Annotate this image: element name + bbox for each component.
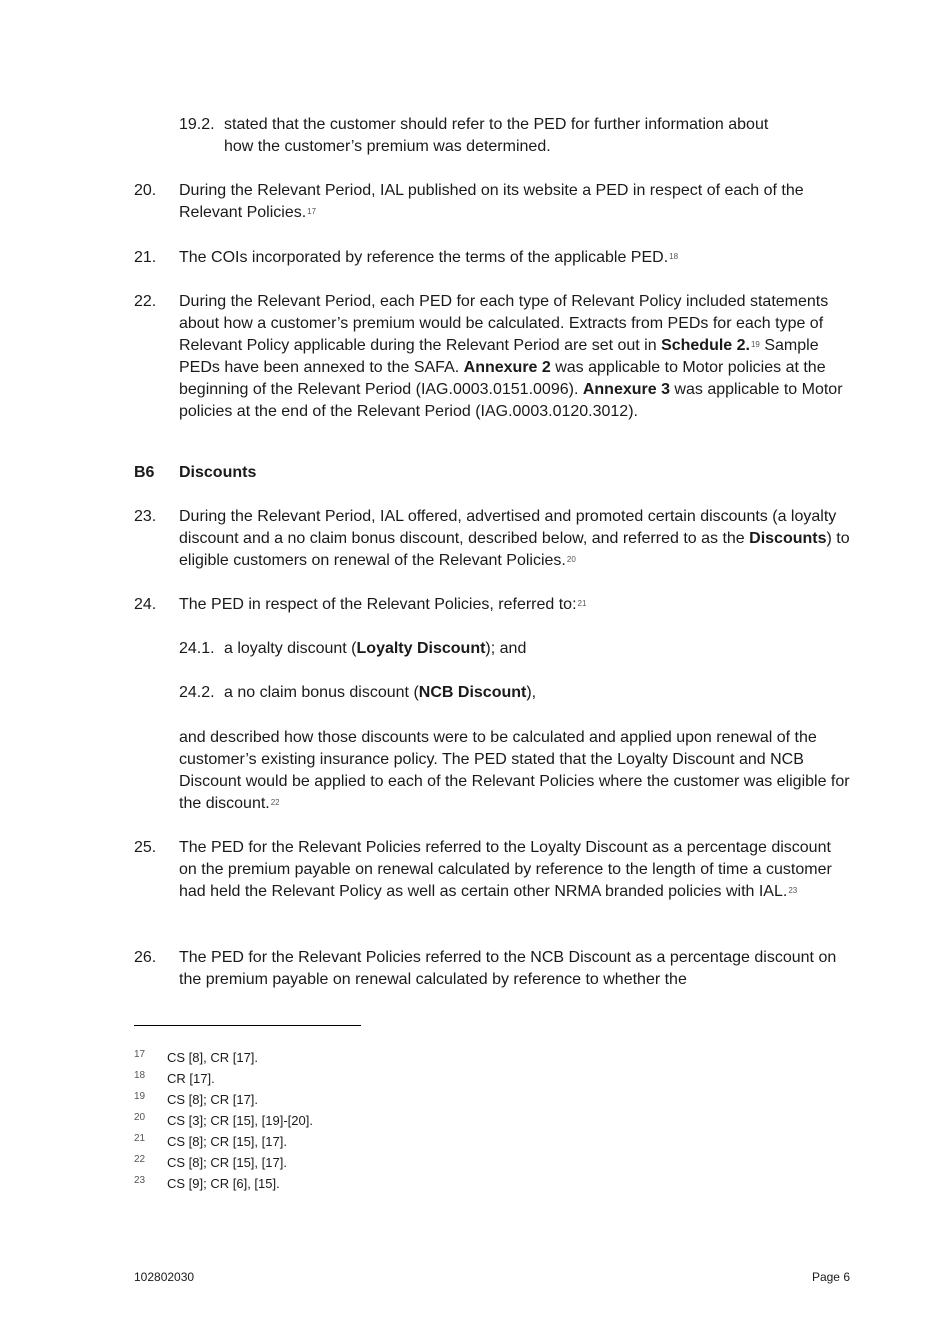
para-24-continuation <box>179 727 851 815</box>
para-25-text <box>179 837 843 903</box>
para-26-number: 26. <box>134 949 157 966</box>
para-22-body-d: was applicable to Motor policies at the end of the Relevant Period (IAG.0003.0120.3012). <box>179 381 843 420</box>
para-22-body-c: was applicable to Motor policies at the beginning of the Relevant Period (IAG.0003.0151.0096). <box>179 359 826 398</box>
footnote-text: CS [8]; CR [15], [17]. <box>167 1134 287 1149</box>
footnote-separator <box>134 1025 361 1026</box>
para-21-number: 21. <box>134 249 157 266</box>
ncb-discount-term: NCB Discount <box>418 684 527 701</box>
para-23-body-a: During the Relevant Period, IAL offered, advertised and promoted certain discounts (a loyalty discount and a no claim bonus discount, described below, and referred to as the <box>179 508 837 547</box>
footnote-number: 22 <box>134 1154 146 1165</box>
page-number: Page 6 <box>811 1270 850 1284</box>
para-22-body-a: During the Relevant Period, each PED for each type of Relevant Policy included statements about how a customer’s premium would be calculated. Extracts from PEDs for each type of Relevant Policy applicable during the Relevant Period are set out in <box>179 293 829 354</box>
footnote-ref-19[interactable]: 19 <box>750 340 760 349</box>
para-22-text <box>179 291 851 423</box>
section-b6-number: B6 <box>134 464 155 481</box>
footnote-text: CS [8], CR [17]. <box>167 1050 259 1065</box>
para-23-text <box>179 506 855 572</box>
footnote-text: CS [8]; CR [15], [17]. <box>167 1155 287 1170</box>
section-b6-title: Discounts <box>179 464 257 481</box>
para-24-cont-body: and described how those discounts were to be calculated and applied upon renewal of the customer’s existing insurance policy. The PED stated that the Loyalty Discount and NCB Discount would be applied to each of the Relevant Policies where the customer was eligible for the discount. <box>179 729 850 812</box>
para-24-2-body-b: ), <box>526 684 537 701</box>
footnote-ref-18[interactable]: 18 <box>669 252 679 261</box>
para-24-1-number: 24.1. <box>179 640 215 657</box>
para-19-2-text <box>224 114 844 158</box>
footnote-text: CR [17]. <box>167 1071 215 1086</box>
para-19-2-number: 19.2. <box>179 116 215 133</box>
para-22-body-b: Sample PEDs have been annexed to the SAFA. <box>179 337 819 376</box>
footnote-ref-22[interactable]: 22 <box>270 798 280 807</box>
para-24-2-body-a: a no claim bonus discount ( <box>224 684 419 701</box>
para-26-body: The PED for the Relevant Policies referred to the NCB Discount as a percentage discount on the premium payable on renewal calculated by reference to whether the <box>179 949 837 988</box>
para-21-text <box>179 247 859 269</box>
footnote-text: CS [3]; CR [15], [19]-[20]. <box>167 1113 313 1128</box>
para-26-text <box>179 947 843 991</box>
para-24-2-number: 24.2. <box>179 684 215 701</box>
footnote-text: CS [8]; CR [17]. <box>167 1092 259 1107</box>
para-23-body-b: ) to eligible customers on renewal of the Relevant Policies. <box>179 530 850 569</box>
footnote-text: CS [9]; CR [6], [15]. <box>167 1176 280 1191</box>
para-23-number: 23. <box>134 508 157 525</box>
document-id: 102802030 <box>134 1270 195 1284</box>
footnote-ref-21[interactable]: 21 <box>577 599 587 608</box>
footnote-number: 19 <box>134 1091 146 1102</box>
para-20-text <box>179 180 839 224</box>
footnote-ref-20[interactable]: 20 <box>566 555 576 564</box>
para-25-body: The PED for the Relevant Policies referred to the Loyalty Discount as a percentage discount on the premium payable on renewal calculated by reference to the length of time a customer had held the Relevant Policy as well as certain other NRMA branded policies with IAL. <box>179 839 832 900</box>
discounts-term: Discounts <box>749 530 827 547</box>
schedule-2-ref: Schedule 2. <box>661 337 750 354</box>
para-24-1-body-a: a loyalty discount ( <box>224 640 357 657</box>
para-24-2-text <box>224 682 844 704</box>
para-22-number: 22. <box>134 293 157 310</box>
para-24-body: The PED in respect of the Relevant Policies, referred to: <box>179 596 577 613</box>
footnote-number: 21 <box>134 1133 146 1144</box>
para-21-body: The COIs incorporated by reference the terms of the applicable PED. <box>179 249 669 266</box>
footnote-ref-23[interactable]: 23 <box>788 886 798 895</box>
annexure-2-ref: Annexure 2 <box>463 359 551 376</box>
loyalty-discount-term: Loyalty Discount <box>356 640 486 657</box>
footnote-number: 17 <box>134 1049 146 1060</box>
para-20-number: 20. <box>134 182 157 199</box>
para-19-2-line1: stated that the customer should refer to the PED for further information about <box>224 116 769 133</box>
para-19-2-line2: how the customer’s premium was determined. <box>224 138 551 155</box>
para-24-1-text <box>224 638 844 660</box>
para-24-text <box>179 594 859 616</box>
footnote-number: 18 <box>134 1070 146 1081</box>
footnote-ref-17[interactable]: 17 <box>307 207 317 216</box>
para-24-1-body-b: ); and <box>485 640 527 657</box>
footnote-number: 20 <box>134 1112 146 1123</box>
para-24-number: 24. <box>134 596 157 613</box>
para-25-number: 25. <box>134 839 157 856</box>
para-20-body: During the Relevant Period, IAL published on its website a PED in respect of each of the Relevant Policies. <box>179 182 804 221</box>
annexure-3-ref: Annexure 3 <box>582 381 670 398</box>
footnote-number: 23 <box>134 1175 146 1186</box>
